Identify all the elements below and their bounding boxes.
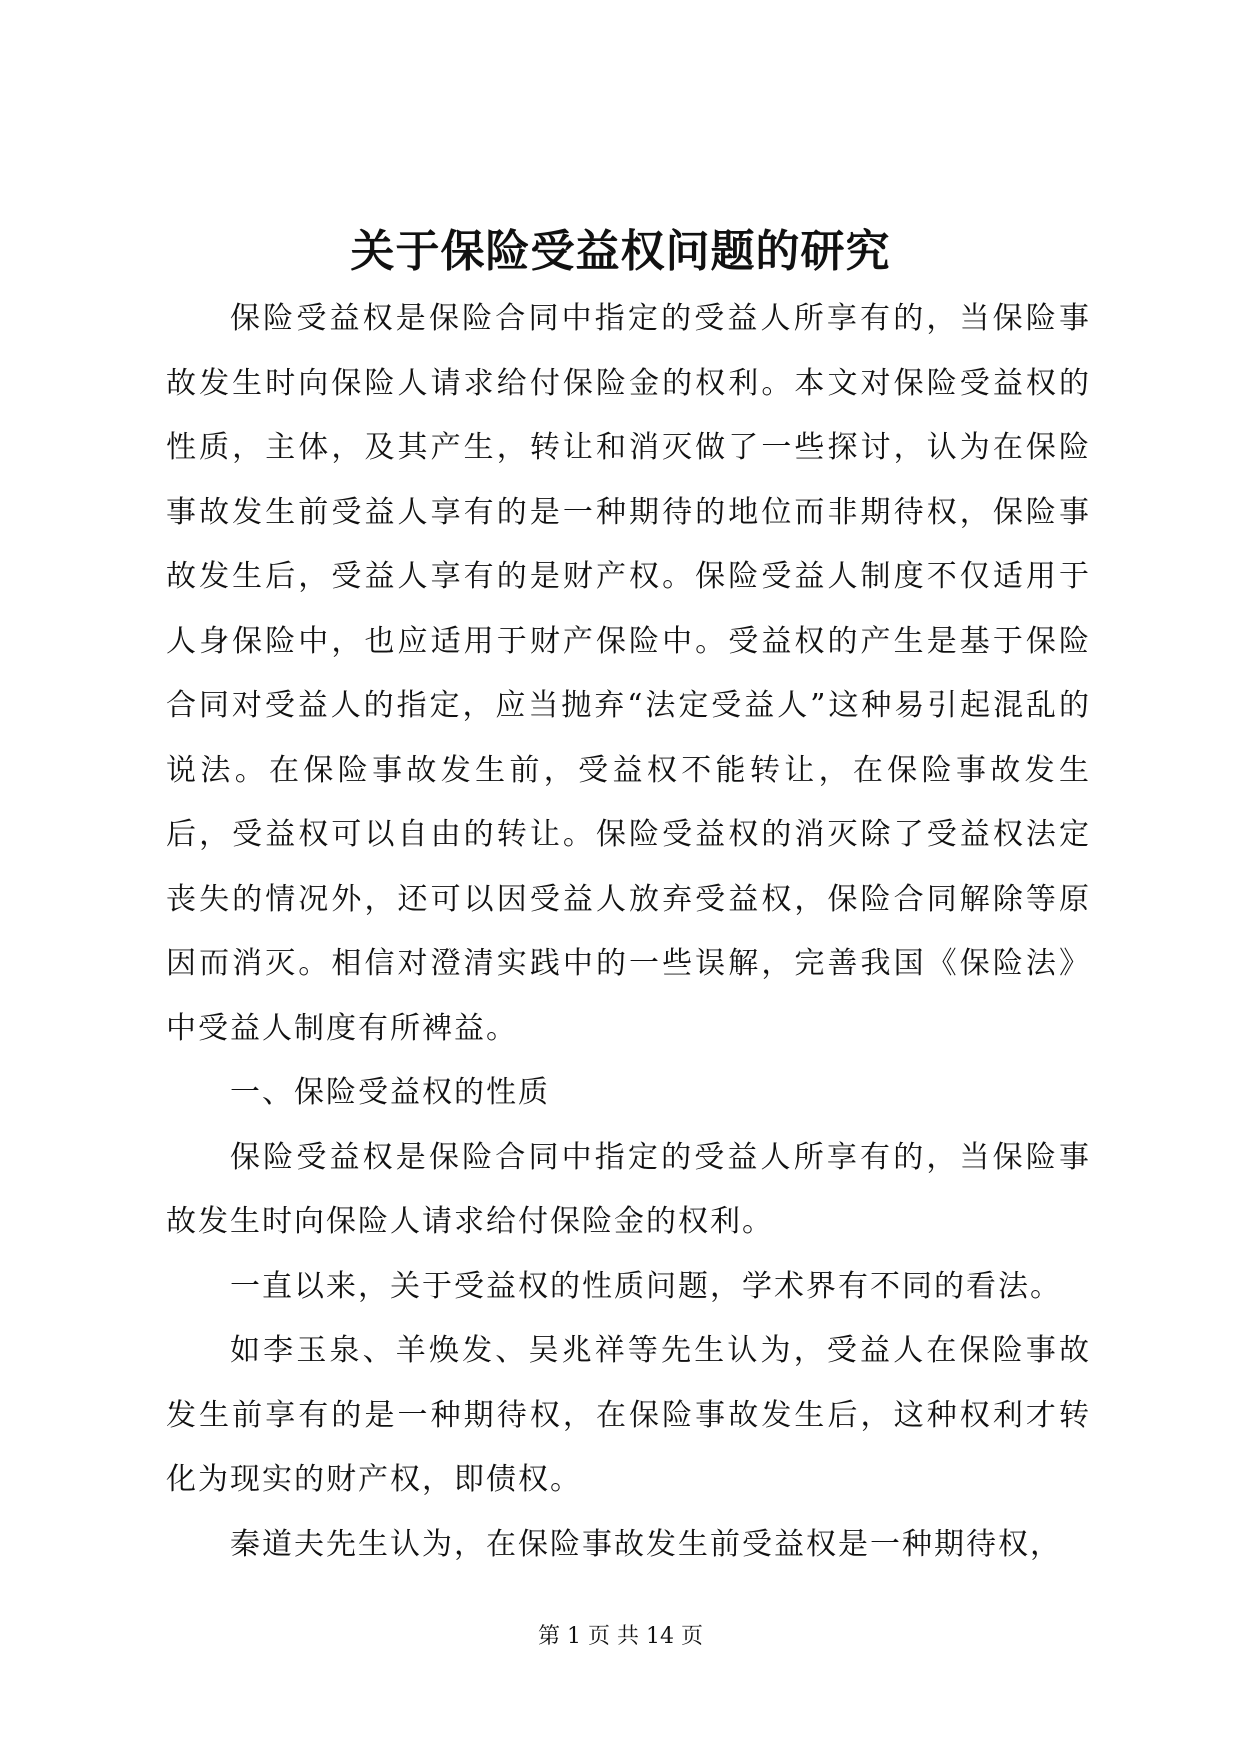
document-title: 关于保险受益权问题的研究	[350, 226, 891, 277]
body-paragraph: 一直以来，关于受益权的性质问题，学术界有不同的看法。	[230, 1268, 1062, 1304]
section-heading: 一、保险受益权的性质	[230, 1075, 550, 1110]
body-paragraph: 保险受益权是保险合同中指定的受益人所享有的，当保险事故发生时向保险人请求给付保险金的权利。	[166, 1139, 1091, 1239]
page-number-footer: 第 1 页 共 14 页	[538, 1624, 703, 1649]
document-body	[166, 287, 1091, 1577]
body-paragraph: 如李玉泉、羊焕发、吴兆祥等先生认为，受益人在保险事故发生前享有的是一种期待权，在保险事故发生后，这种权利才转化为现实的财产权，即债权。	[166, 1333, 1091, 1497]
body-paragraph: 秦道夫先生认为，在保险事故发生前受益权是一种期待权，	[230, 1526, 1062, 1562]
abstract-paragraph: 保险受益权是保险合同中指定的受益人所享有的，当保险事故发生时向保险人请求给付保险金的权利。本文对保险受益权的性质，主体，及其产生，转让和消灭做了一些探讨，认为在保险事故发生前受益人享有的是一种期待的地位而非期待权，保险事故发生后，受益人享有的是财产权。保险受益人制度不仅适用于人身保险中，也应适用于财产保险中。受益权的产生是基于保险合同对受益人的指定，应当抛弃“法定受益人”这种易引起混乱的说法。在保险事故发生前，受益权不能转让，在保险事故发生后，受益权可以自由的转让。保险受益权的消灭除了受益权法定丧失的情况外，还可以因受益人放弃受益权，保险合同解除等原因而消灭。相信对澄清实践中的一些误解，完善我国《保险法》中受益人制度有所裨益。	[166, 301, 1091, 1046]
